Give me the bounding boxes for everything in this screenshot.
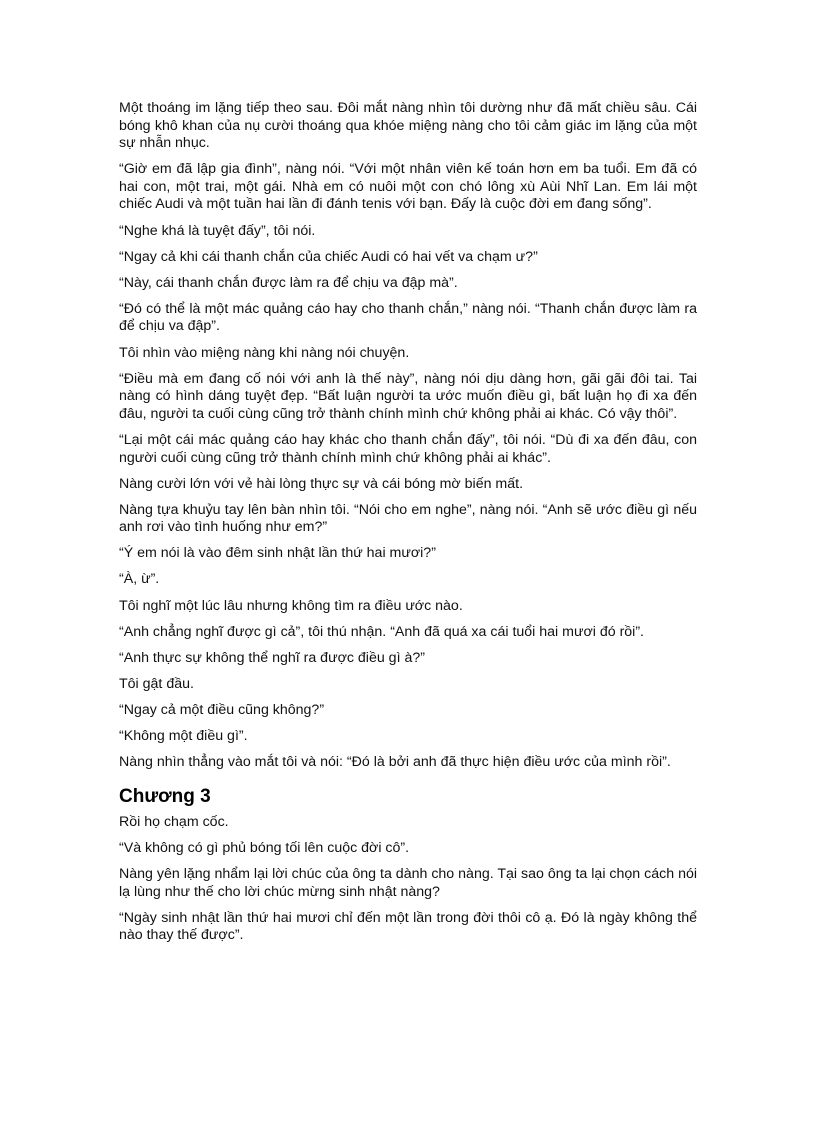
paragraph: “Điều mà em đang cố nói với anh là thế này”, nàng nói dịu dàng hơn, gãi gãi đôi tai. Tai nàng có hình dáng tuyệt đẹp. “Bất luận người ta ước muốn điều gì, bất luận họ đi xa đến đâu, người ta cuối cùng cũng trở thành chính mình chứ không phải ai khác. Có vậy thôi”.: [119, 370, 697, 422]
text-block-before: [119, 100, 697, 772]
paragraph: “Và không có gì phủ bóng tối lên cuộc đời cô”.: [119, 839, 410, 856]
paragraph: Nàng tựa khuỷu tay lên bàn nhìn tôi. “Nói cho em nghe”, nàng nói. “Anh sẽ ước điều gì nếu anh rơi vào tình huống như em?”: [119, 501, 697, 536]
paragraph: Một thoáng im lặng tiếp theo sau. Đôi mắt nàng nhìn tôi dường như đã mất chiều sâu. Cái bóng khô khan của nụ cười thoáng qua khóe miệng nàng cho tôi cảm giác im lặng của một sự nhẫn nhục.: [119, 100, 697, 152]
paragraph: “Giờ em đã lập gia đình”, nàng nói. “Với một nhân viên kế toán hơn em ba tuổi. Em đã có hai con, một trai, một gái. Nhà em có nuôi một con chó lông xù Aùi Nhĩ Lan. Em lái một chiếc Audi và một tuần hai lần đi đánh tenis với bạn. Đấy là cuộc đời em đang sống”.: [119, 161, 697, 213]
text-block-after: [119, 814, 697, 945]
paragraph: “À, ừ”.: [119, 571, 160, 588]
document-page: [119, 100, 697, 953]
paragraph: “Ngay cả khi cái thanh chắn của chiếc Audi có hai vết va chạm ư?”: [119, 248, 538, 265]
paragraph: “Ngày sinh nhật lần thứ hai mươi chỉ đến một lần trong đời thôi cô ạ. Đó là ngày không thể nào thay thế được”.: [119, 909, 697, 944]
paragraph: Tôi nhìn vào miệng nàng khi nàng nói chuyện.: [119, 344, 410, 361]
paragraph: “Nghe khá là tuyệt đấy”, tôi nói.: [119, 222, 316, 239]
paragraph: “Lại một cái mác quảng cáo hay khác cho thanh chắn đấy”, tôi nói. “Dù đi xa đến đâu, con người cuối cùng cũng trở thành chính mình chứ không phải ai khác”.: [119, 431, 697, 466]
paragraph: Tôi gật đầu.: [119, 675, 194, 692]
paragraph: “Này, cái thanh chắn được làm ra để chịu va đập mà”.: [119, 274, 458, 291]
paragraph: Tôi nghĩ một lúc lâu nhưng không tìm ra điều ước nào.: [119, 597, 463, 614]
chapter-heading: Chương 3: [119, 785, 211, 807]
paragraph: “Đó có thể là một mác quảng cáo hay cho thanh chắn,” nàng nói. “Thanh chắn được làm ra để chịu va đập”.: [119, 300, 697, 335]
paragraph: Rồi họ chạm cốc.: [119, 813, 229, 830]
paragraph: “Không một điều gì”.: [119, 728, 248, 745]
paragraph: Nàng yên lặng nhẩm lại lời chúc của ông ta dành cho nàng. Tại sao ông ta lại chọn cách nói lạ lùng như thế cho lời chúc mừng sinh nhật nàng?: [119, 865, 697, 900]
paragraph: “Ý em nói là vào đêm sinh nhật lần thứ hai mươi?”: [119, 545, 436, 562]
paragraph: “Ngay cả một điều cũng không?”: [119, 701, 325, 718]
paragraph: Nàng cười lớn với vẻ hài lòng thực sự và cái bóng mờ biến mất.: [119, 475, 524, 492]
paragraph: “Anh thực sự không thể nghĩ ra được điều gì à?”: [119, 649, 425, 666]
paragraph: “Anh chẳng nghĩ được gì cả”, tôi thú nhận. “Anh đã quá xa cái tuổi hai mươi đó rồi”.: [119, 623, 644, 640]
paragraph: Nàng nhìn thẳng vào mắt tôi và nói: “Đó là bởi anh đã thực hiện điều ước của mình rồi”.: [119, 754, 671, 771]
